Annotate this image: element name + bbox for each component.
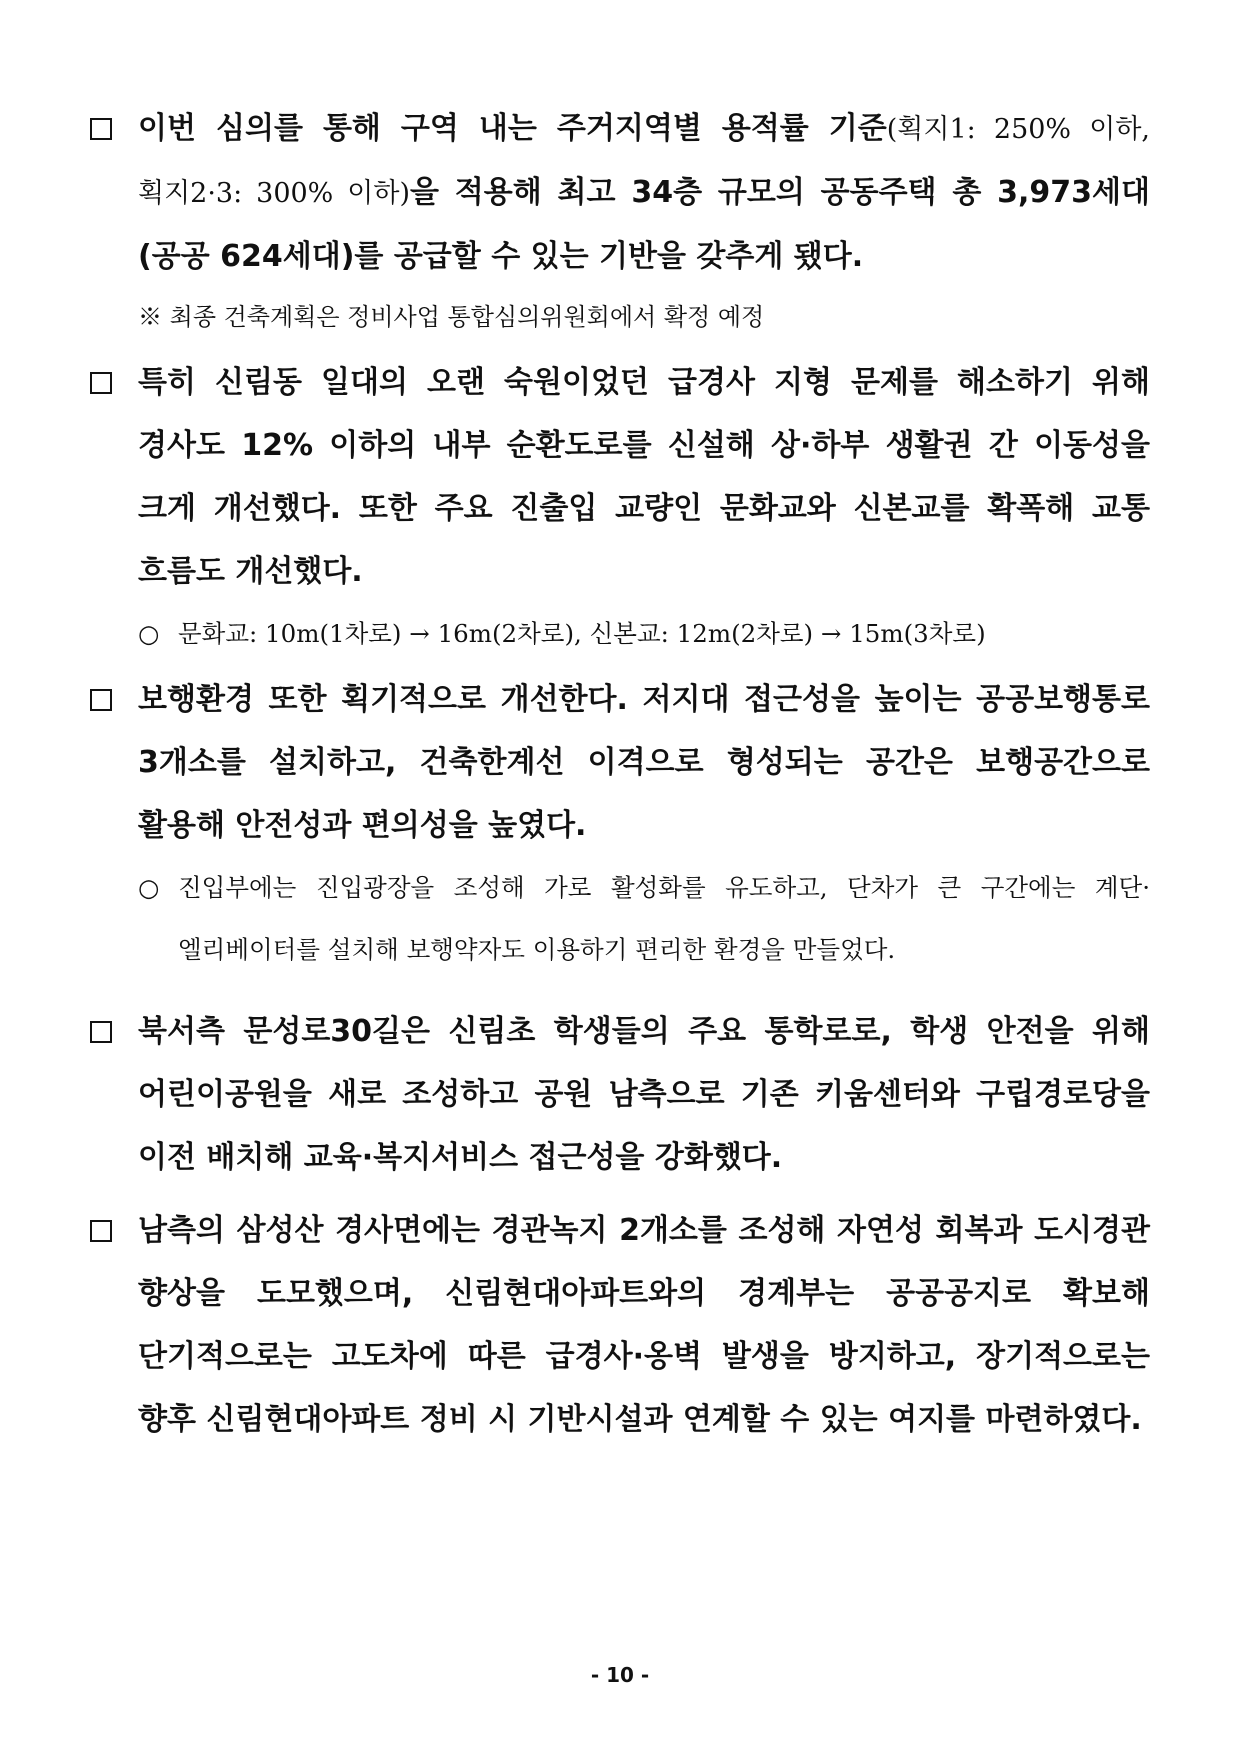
checkbox-bullet <box>90 372 112 394</box>
checkbox-bullet <box>90 689 112 711</box>
paragraph-text: 특히 신림동 일대의 오랜 숙원이었던 급경사 지형 문제를 해소하기 위해 경사도 12% 이하의 내부 순환도로를 신설해 상·하부 생활권 간 이동성을 크게 개선했다. 또한 주요 진출입 교량인 문화교와 신본교를 확폭해 교통 흐름도 개선했다. <box>138 365 1150 589</box>
paragraph-2 <box>90 351 1150 665</box>
paragraph-5 <box>90 1199 1150 1451</box>
page-number: - 10 - <box>590 1663 650 1687</box>
paragraph-text: 이번 심의를 통해 구역 내는 주거지역별 용적률 기준(획지1: 250% 이하, 획지2·3: 300% 이하)을 적용해 최고 34층 규모의 공동주택 총 3,973세대(공공 624세대)를 공급할 수 있는 기반을 갖추게 됐다. <box>138 111 1150 274</box>
reference-note: ※ 최종 건축계획은 정비사업 통합심의위원회에서 확정 예정 <box>138 303 765 331</box>
sub-item-text: 문화교: 10m(1차로) → 16m(2차로), 신본교: 12m(2차로) → 15m(3차로) <box>178 619 986 648</box>
paragraph-text: 보행환경 또한 획기적으로 개선한다. 저지대 접근성을 높이는 공공보행통로 3개소를 설치하고, 건축한계선 이격으로 형성되는 공간은 보행공간으로 활용해 안전성과 편의성을 높였다. <box>138 682 1150 843</box>
paragraph-4 <box>90 1000 1150 1189</box>
paragraph-text: 남측의 삼성산 경사면에는 경관녹지 2개소를 조성해 자연성 회복과 도시경관 향상을 도모했으며, 신림현대아파트와의 경계부는 공공공지로 확보해 단기적으로는 고도차에 따른 급경사·옹벽 발생을 방지하고, 장기적으로는 향후 신림현대아파트 정비 시 기반시설과 연계할 수 있는 여지를 마련하였다. <box>138 1213 1150 1437</box>
circle-marker: ○ <box>138 619 160 648</box>
circle-marker: ○ <box>138 873 160 902</box>
checkbox-bullet <box>90 118 112 140</box>
checkbox-bullet <box>90 1220 112 1242</box>
paragraph-text: 북서측 문성로30길은 신림초 학생들의 주요 통학로로, 학생 안전을 위해 어린이공원을 새로 조성하고 공원 남측으로 기존 키움센터와 구립경로당을 이전 배치해 교육·복지서비스 접근성을 강화했다. <box>138 1014 1150 1175</box>
checkbox-bullet <box>90 1021 112 1043</box>
sub-item <box>138 857 1150 981</box>
sub-item-text: 진입부에는 진입광장을 조성해 가로 활성화를 유도하고, 단차가 큰 구간에는 계단·엘리베이터를 설치해 보행약자도 이용하기 편리한 환경을 만들었다. <box>178 873 1150 964</box>
paragraph-3 <box>90 668 1150 981</box>
sub-item <box>138 603 1150 665</box>
paragraph-1 <box>90 97 1150 348</box>
ratio-note: (획지1: 250% 이하, 획지2·3: 300% 이하) <box>138 114 1150 209</box>
